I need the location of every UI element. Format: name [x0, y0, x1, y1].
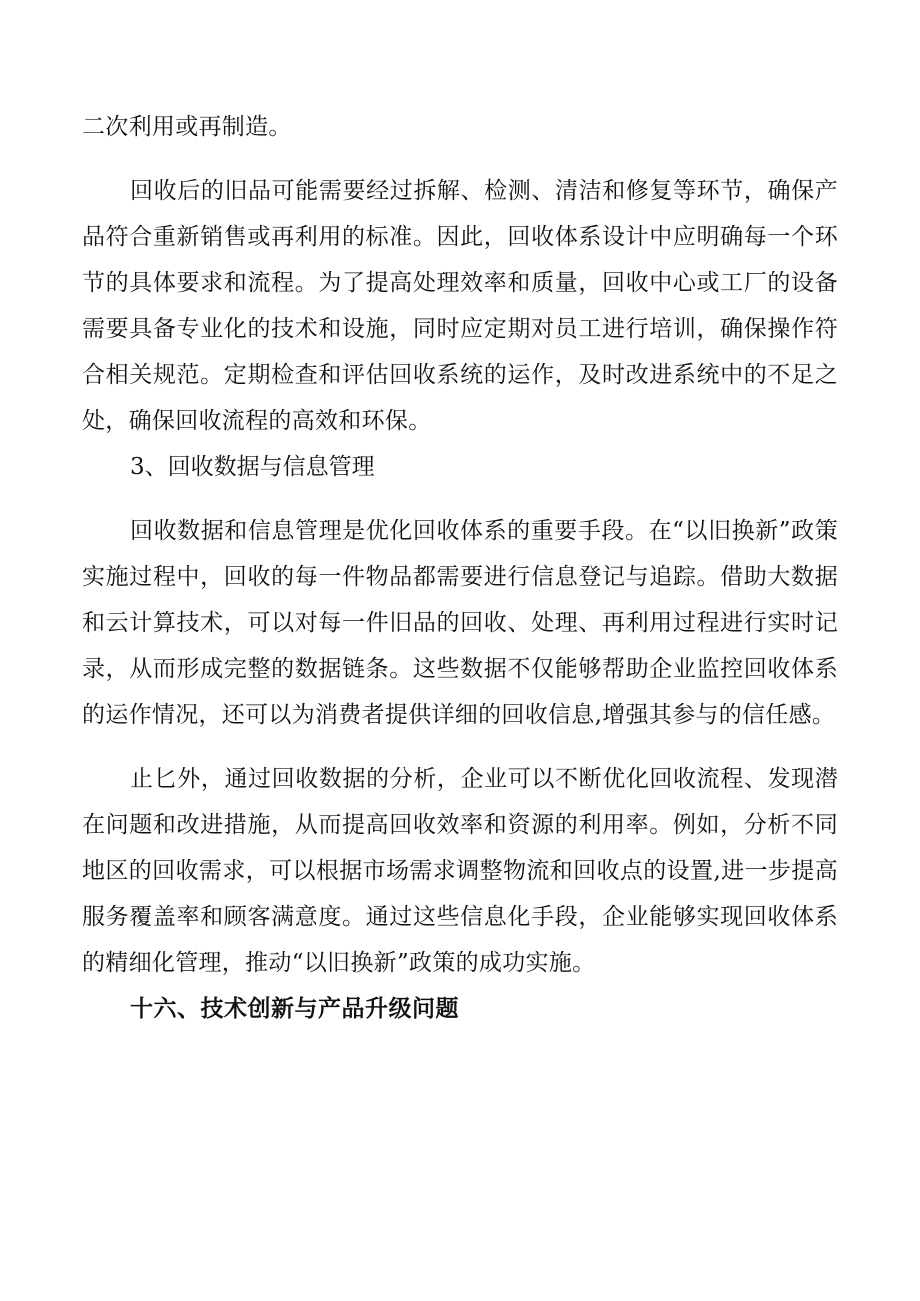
section-title-data-management: 3、回收数据与信息管理: [130, 454, 375, 480]
paragraph-recycling-process: 回收后的旧品可能需要经过拆解、检测、清洁和修复等环节，确保产品符合重新销售或再利用的标准。因此，回收体系设计中应明确每一个环节的具体要求和流程。为了提高处理效率和质量，回收中心或工厂的设备需要具备专业化的技术和设施，同时应定期对员工进行培训，确保操作符合相关规范。定期检查和评估回收系统的运作，及时改进系统中的不足之处，确保回收流程的高效和环保。: [82, 178, 838, 434]
chapter-title-tech-innovation: 十六、技术创新与产品升级问题: [130, 995, 459, 1022]
document-body: [82, 104, 838, 1032]
paragraph-data-analysis: 止匕外，通过回收数据的分析，企业可以不断优化回收流程、发现潜在问题和改进措施，从而提高回收效率和资源的利用率。例如，分析不同地区的回收需求，可以根据市场需求调整物流和回收点的设置,进一步提高服务覆盖率和顾客满意度。通过这些信息化手段，企业能够实现回收体系的精细化管理，推动“以旧换新”政策的成功实施。: [82, 766, 838, 976]
paragraph-continuation: 二次利用或再制造。: [82, 114, 292, 140]
paragraph-data-management: 回收数据和信息管理是优化回收体系的重要手段。在“以旧换新”政策实施过程中，回收的每一件物品都需要进行信息登记与追踪。借助大数据和云计算技术，可以对每一件旧品的回收、处理、再利用过程进行实时记录，从而形成完整的数据链条。这些数据不仅能够帮助企业监控回收体系的运作情况，还可以为消费者提供详细的回收信息,增强其参与的信任感。: [82, 518, 838, 728]
